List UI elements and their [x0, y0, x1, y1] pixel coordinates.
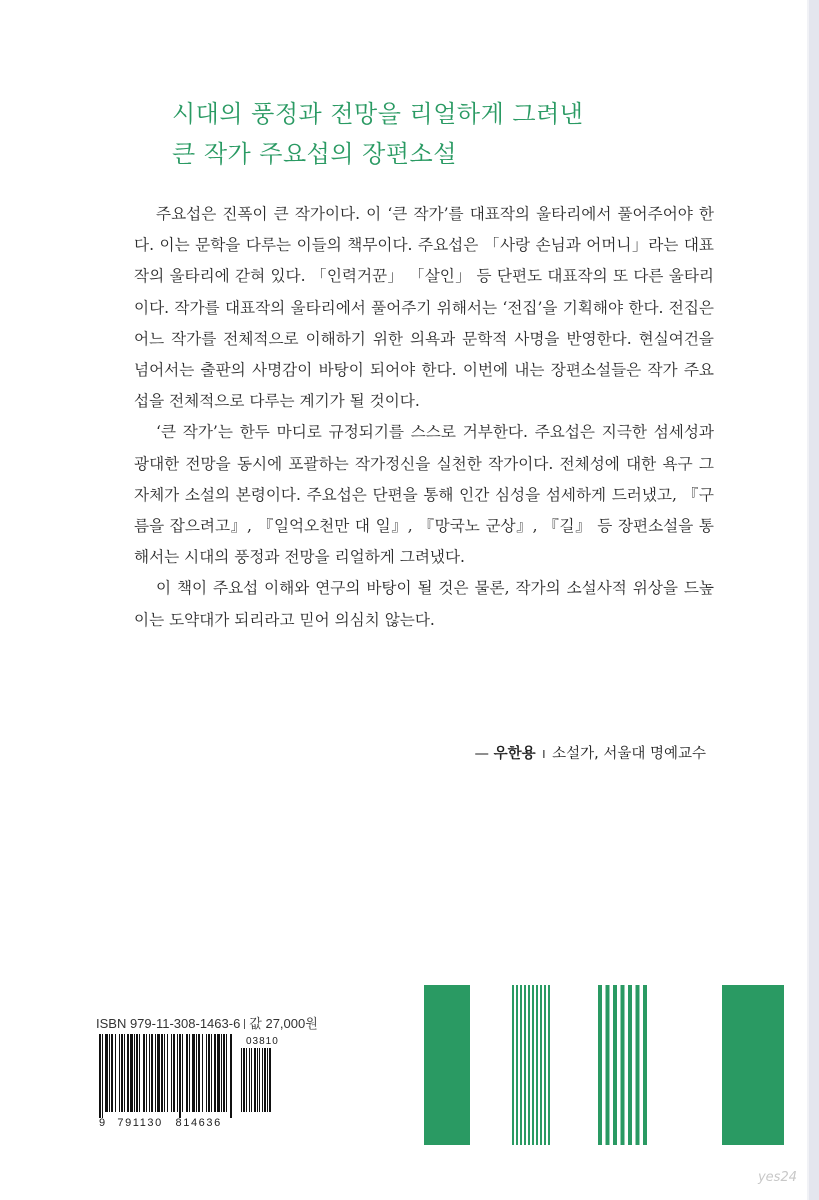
barcode-number	[99, 1117, 222, 1129]
spine-edge	[809, 0, 819, 1200]
barcode-bar	[186, 1034, 188, 1112]
thin-stripe	[524, 985, 526, 1145]
attribution	[420, 742, 706, 763]
medium-stripe	[643, 985, 647, 1145]
barcode-bar	[149, 1034, 150, 1112]
barcode-bar	[221, 1034, 222, 1112]
isbn-code: ISBN 979-11-308-1463-6	[96, 1016, 241, 1031]
thin-stripe	[528, 985, 530, 1145]
isbn-separator	[244, 1019, 245, 1029]
medium-stripe	[636, 985, 640, 1145]
barcode-bar	[130, 1034, 133, 1112]
headline-line-1: 시대의 풍정과 전망을 리얼하게 그려낸	[172, 100, 584, 128]
barcode-bar	[139, 1034, 140, 1112]
barcode-bar	[202, 1034, 203, 1112]
barcode-bar	[111, 1034, 113, 1112]
thin-stripe	[544, 985, 546, 1145]
medium-stripe	[628, 985, 632, 1145]
addon-bar	[264, 1048, 266, 1112]
headline-line-2: 큰 작가 주요섭의 장편소설	[172, 140, 457, 168]
barcode-bar	[157, 1034, 160, 1112]
addon-bar	[246, 1048, 247, 1112]
barcode-bar	[134, 1034, 135, 1112]
addon-bar	[241, 1048, 242, 1112]
barcode-bar	[179, 1034, 181, 1118]
attribution-bar: I	[542, 748, 546, 761]
barcode-bar	[109, 1034, 110, 1112]
barcode-bar	[173, 1034, 175, 1112]
barcode-bar	[151, 1034, 153, 1112]
barcode-bar	[121, 1034, 123, 1112]
medium-stripe	[598, 985, 602, 1145]
watermark: yes24	[757, 1170, 797, 1185]
addon-bar	[254, 1048, 256, 1112]
barcode-left-group: 791130	[117, 1117, 163, 1129]
thin-stripe	[520, 985, 522, 1145]
blurb-paragraph-1: 주요섭은 진폭이 큰 작가이다. 이 ‘큰 작가’를 대표작의 울타리에서 풀어주어야 한다. 이는 문학을 다루는 이들의 책무이다. 주요섭은 「사랑 손님과 어머니」라는 대표작의 울타리에 갇혀 있다. 「인력거꾼」 「살인」 등 단편도 대표작의 또 다른 울타리이다. 작가를 대표작의 울타리에서 풀어주기 위해서는 ‘전집’을 기획해야 한다. 전집은 어느 작가를 전체적으로 이해하기 위한 의욕과 문학적 사명을 반영한다. 현실여건을 넘어서는 출판의 사명감이 바탕이 되어야 한다. 이번에 내는 장편소설들은 작가 주요섭을 전체적으로 다루는 계기가 될 것이다.	[134, 205, 714, 411]
barcode-bar	[196, 1034, 197, 1112]
barcode-bar	[102, 1034, 103, 1118]
barcode-bar	[217, 1034, 220, 1112]
barcode-bar	[127, 1034, 129, 1112]
addon-bar	[267, 1048, 268, 1112]
addon-bar	[262, 1048, 263, 1112]
barcode-first-digit: 9	[99, 1117, 107, 1129]
blurb-paragraph-3: 이 책이 주요섭 이해와 연구의 바탕이 될 것은 물론, 작가의 소설사적 위상을 드높이는 도약대가 되리라고 믿어 의심치 않는다.	[134, 579, 714, 629]
headline	[172, 94, 732, 174]
addon-bar	[249, 1048, 250, 1112]
barcode-bar	[189, 1034, 190, 1112]
addon-bar	[257, 1048, 258, 1112]
medium-stripe	[621, 985, 625, 1145]
price-label: 값 27,000원	[249, 1016, 318, 1031]
barcode-bar	[223, 1034, 225, 1112]
barcode-bar	[214, 1034, 216, 1112]
barcode-right-group: 814636	[175, 1117, 222, 1129]
thin-stripe	[540, 985, 542, 1145]
barcode-bar	[167, 1034, 168, 1112]
barcode-bar	[105, 1034, 108, 1112]
barcode-bar	[198, 1034, 200, 1112]
addon-bar	[243, 1048, 245, 1112]
barcode-bar	[155, 1034, 156, 1112]
barcode-bar	[164, 1034, 165, 1112]
blurb-paragraph-2: ‘큰 작가’는 한두 마디로 규정되기를 스스로 거부한다. 주요섭은 지극한 섬세성과 광대한 전망을 동시에 포괄하는 작가정신을 실천한 작가이다. 전체성에 대한 욕구 그 자체가 소설의 본령이다. 주요섭은 단편을 통해 인간 심성을 섬세하게 드러냈고, 『구름을 잡으려고』, 『일억오천만 대 일』, 『망국노 군상』, 『길』 등 장편소설을 통해서는 시대의 풍정과 전망을 리얼하게 그려냈다.	[134, 423, 714, 567]
barcode-bar	[177, 1034, 178, 1112]
barcode-bar	[211, 1034, 212, 1112]
barcode-bar	[115, 1034, 116, 1112]
barcode-bar	[182, 1034, 183, 1112]
blurb-body	[134, 199, 714, 636]
stripe-block-4	[722, 985, 784, 1145]
attribution-dash: —	[474, 746, 489, 762]
thin-stripe	[512, 985, 514, 1145]
medium-stripe	[606, 985, 610, 1145]
thin-stripe	[516, 985, 518, 1145]
barcode-bar	[99, 1034, 101, 1118]
stripe-group-thin	[512, 985, 550, 1145]
stripe-block-1	[424, 985, 470, 1145]
attribution-name: 우한용	[493, 746, 536, 762]
isbn-line	[96, 1013, 396, 1032]
addon-bar	[269, 1048, 271, 1112]
barcode-bar	[171, 1034, 172, 1112]
stripe-group-medium	[598, 985, 647, 1145]
barcode-bar	[124, 1034, 125, 1112]
barcode-bar	[206, 1034, 207, 1112]
thin-stripe	[548, 985, 550, 1145]
barcode-bar	[230, 1034, 232, 1118]
medium-stripe	[613, 985, 617, 1145]
thin-stripe	[536, 985, 538, 1145]
barcode-bar	[226, 1034, 227, 1112]
barcode-bar	[136, 1034, 138, 1112]
barcode-bar	[119, 1034, 120, 1112]
barcode-bar	[208, 1034, 210, 1112]
barcode-bar	[161, 1034, 163, 1112]
addon-bar	[251, 1048, 252, 1112]
barcode-bar	[143, 1034, 145, 1112]
addon-bar	[259, 1048, 260, 1112]
attribution-title: 소설가, 서울대 명예교수	[552, 746, 706, 762]
thin-stripe	[532, 985, 534, 1145]
barcode-bar	[192, 1034, 195, 1112]
decorative-green-stripes	[424, 985, 784, 1145]
barcode-bar	[146, 1034, 147, 1112]
barcode-addon-number: 03810	[246, 1036, 279, 1047]
